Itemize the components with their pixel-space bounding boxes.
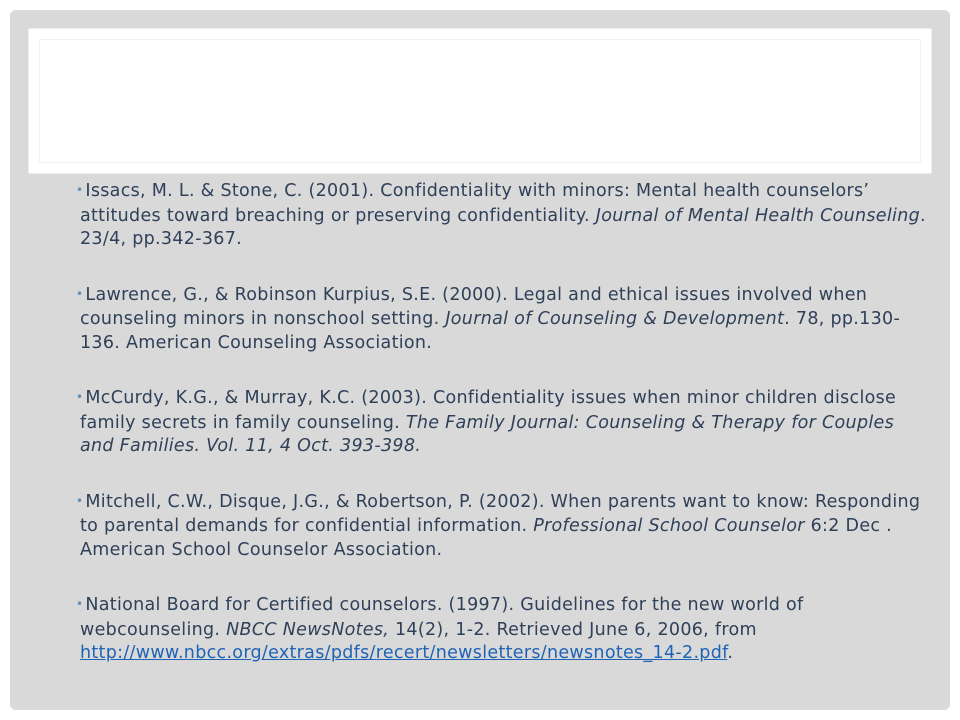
title-placeholder — [28, 28, 932, 174]
reference-text: 14(2), 1-2. Retrieved June 6, 2006, from — [389, 619, 757, 640]
reference-text: Lawrence, G., & Robinson Kurpius, S.E. (2000). Legal and ethical issues involved when counseling minors in nonschool setting. — [80, 284, 868, 329]
reference-item — [70, 594, 930, 666]
reference-item — [70, 180, 930, 252]
title-inner-frame — [39, 39, 921, 163]
reference-item — [70, 387, 930, 459]
bullet-icon: • — [76, 286, 84, 301]
bullet-icon: • — [76, 183, 84, 197]
reference-source-title: Professional School Counselor — [533, 516, 805, 536]
reference-text: . 23/4, pp.342-367. — [80, 205, 926, 249]
reference-source-title: Journal of Counseling & Development — [445, 309, 785, 329]
reference-text: Issacs, M. L. & Stone, C. (2001). Confidentiality with minors: Mental health counselors’ attitudes toward breaching or preserving confidentiality. — [80, 181, 870, 226]
slide — [10, 10, 950, 710]
reference-link[interactable]: http://www.nbcc.org/extras/pdfs/recert/newsletters/newsnotes_14-2.pdf — [80, 643, 728, 663]
reference-text: . — [727, 643, 734, 663]
reference-text: . 78, pp.130-136. American Counseling Association. — [80, 309, 901, 353]
reference-source-title: Journal of Mental Health Counseling — [595, 205, 921, 226]
reference-item — [70, 284, 930, 356]
reference-source-title: NBCC NewsNotes, — [226, 619, 390, 640]
reference-text: 6:2 Dec . American School Counselor Association. — [80, 516, 893, 560]
reference-source-title: The Family Journal: Counseling & Therapy for Couples and Families. Vol. 11, 4 Oct. 393-398. — [80, 412, 895, 456]
bullet-icon: • — [76, 597, 84, 611]
bullet-icon: • — [76, 390, 84, 404]
reference-text: National Board for Certified counselors. (1997). Guidelines for the new world of webcounseling. — [80, 595, 804, 640]
reference-item — [70, 491, 930, 563]
reference-text: Mitchell, C.W., Disque, J.G., & Robertson, P. (2002). When parents want to know: Responding to parental demands for confidential information. — [80, 491, 921, 536]
reference-text: McCurdy, K.G., & Murray, K.C. (2003). Confidentiality issues when minor children disclose family secrets in family counseling. — [80, 388, 897, 433]
bullet-icon: • — [76, 493, 84, 508]
reference-list — [70, 180, 930, 698]
